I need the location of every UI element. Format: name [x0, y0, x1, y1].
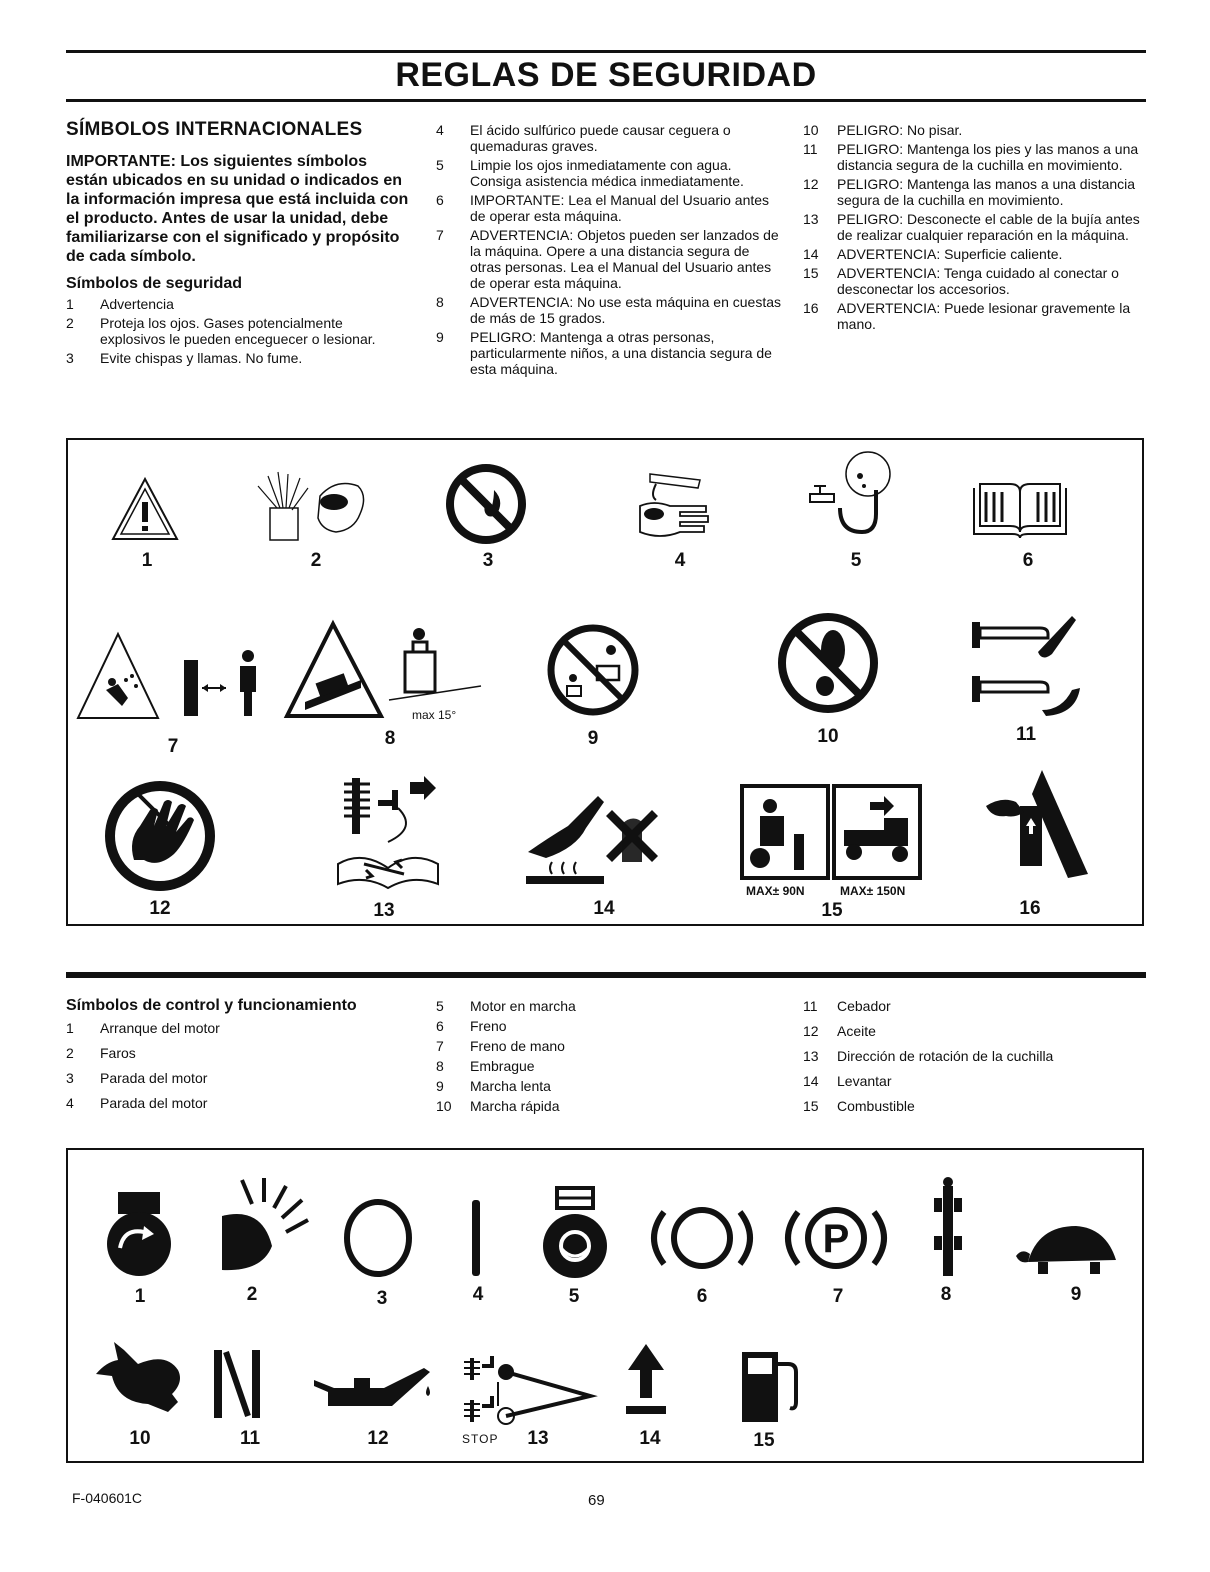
- hot-surface-icon: [522, 790, 672, 886]
- symbol-number: 4: [674, 550, 686, 571]
- list-item: 5 Motor en marcha: [436, 998, 576, 1014]
- list-item: 16 ADVERTENCIA: Puede lesionar gravemente la mano.: [803, 300, 1131, 332]
- symbol-number: 1: [141, 550, 153, 571]
- symbol-number: 5: [850, 550, 862, 571]
- symbol-number: 4: [472, 1284, 484, 1305]
- disconnect-spark-plug-icon: [330, 770, 450, 890]
- list-item: 2 Proteja los ojos. Gases potencialmente explosivos le pueden enceguecer o lesionar.: [66, 315, 376, 347]
- acid-burn-icon: [630, 464, 720, 548]
- list-item: 9 Marcha lenta: [436, 1078, 551, 1094]
- list-item: 1 Arranque del motor: [66, 1020, 220, 1036]
- attachment-force-icon: [740, 784, 922, 880]
- force-label-1: MAX± 90N: [746, 884, 805, 898]
- list-item: 13 Dirección de rotación de la cuchilla: [803, 1048, 1054, 1064]
- oil-can-icon: [310, 1360, 440, 1416]
- engine-stop-circle-icon: [340, 1196, 416, 1280]
- list-item: 10 PELIGRO: No pisar.: [803, 122, 963, 138]
- list-item: 6 IMPORTANTE: Lea el Manual del Usuario antes de operar esta máquina.: [436, 192, 770, 224]
- list-item: 6 Freno: [436, 1018, 507, 1034]
- hand-injury-icon: [982, 766, 1092, 886]
- list-item: 9 PELIGRO: Mantenga a otras personas, particularmente niños, a una distancia segura de esta máquina.: [436, 329, 772, 377]
- control-column-3: [803, 998, 1148, 1117]
- symbol-number: 2: [246, 1284, 258, 1305]
- symbol-number: 9: [587, 728, 599, 749]
- clutch-icon: [928, 1176, 968, 1282]
- list-item: 5 Limpie los ojos inmediatamente con agua. Consiga asistencia médica inmediatamente.: [436, 157, 744, 189]
- parking-letter: P: [822, 1217, 850, 1261]
- symbol-number: 5: [568, 1286, 580, 1307]
- list-item: 8 ADVERTENCIA: No use esta máquina en cuestas de más de 15 grados.: [436, 294, 782, 326]
- symbol-number: 8: [384, 728, 396, 749]
- brake-icon: [646, 1198, 758, 1278]
- symbol-number: 6: [696, 1286, 708, 1307]
- list-item: 12 PELIGRO: Mantenga las manos a una distancia segura de la cuchilla en movimiento.: [803, 176, 1136, 208]
- safety-symbols-heading: Símbolos de seguridad: [66, 275, 243, 292]
- turtle-slow-icon: [1014, 1222, 1122, 1280]
- symbol-number: 3: [482, 550, 494, 571]
- symbol-number: 16: [1019, 898, 1041, 919]
- safety-list-a: [66, 296, 411, 366]
- important-notice: IMPORTANTE: Los siguientes símbolos están ubicados en su unidad o indicados en la información impresa que está incluida con el producto. Antes de usar la unidad, debe familiarizarse con el significado y propósito de cada símbolo.: [66, 153, 409, 265]
- eye-protection-explosion-icon: [250, 470, 370, 544]
- list-item: 7 Freno de mano: [436, 1038, 565, 1054]
- symbol-number: 6: [1022, 550, 1034, 571]
- no-flame-icon: [444, 462, 528, 546]
- symbol-number: 3: [376, 1288, 388, 1309]
- warning-triangle-icon: [110, 476, 180, 542]
- fuel-pump-icon: [736, 1346, 800, 1426]
- intro-column: [66, 119, 411, 369]
- list-item: 13 PELIGRO: Desconecte el cable de la bujía antes de realizar cualquier reparación en la máquina.: [803, 211, 1140, 243]
- section-heading: SÍMBOLOS INTERNACIONALES: [66, 119, 363, 140]
- list-item: 15 Combustible: [803, 1098, 915, 1114]
- engine-start-icon: [104, 1190, 174, 1280]
- list-item: 3 Parada del motor: [66, 1070, 208, 1086]
- list-item: 4 Parada del motor: [66, 1095, 208, 1111]
- list-item: 2 Faros: [66, 1045, 136, 1061]
- list-item: 11 PELIGRO: Mantenga los pies y las manos a una distancia segura de la cuchilla en movimiento.: [803, 141, 1139, 173]
- symbol-number: 12: [367, 1428, 389, 1449]
- symbol-number: 2: [310, 550, 322, 571]
- engine-running-icon: [535, 1186, 615, 1282]
- no-step-icon: [775, 610, 881, 716]
- symbol-number: 10: [129, 1428, 151, 1449]
- thrown-objects-icon: [76, 630, 266, 722]
- safety-list-c: [803, 122, 1148, 332]
- lift-arrow-icon: [624, 1342, 668, 1418]
- blade-hand-foot-icon: [968, 606, 1088, 716]
- symbol-number: 13: [373, 900, 395, 921]
- keep-bystanders-away-icon: [545, 622, 641, 718]
- list-item: 14 ADVERTENCIA: Superficie caliente.: [803, 246, 1063, 262]
- stop-label: STOP: [462, 1432, 499, 1446]
- control-column-2: [436, 998, 776, 1117]
- page-number: 69: [588, 1492, 605, 1509]
- safety-list-b: [436, 122, 782, 377]
- control-column-1: [66, 998, 426, 1114]
- list-item: 14 Levantar: [803, 1073, 892, 1089]
- slope-limit-label: max 15°: [412, 708, 457, 722]
- force-label-2: MAX± 150N: [840, 884, 906, 898]
- rabbit-fast-icon: [94, 1340, 190, 1420]
- top-rule: [66, 50, 1146, 53]
- hand-blade-prohibited-icon: [104, 780, 216, 892]
- symbol-number: 13: [527, 1428, 549, 1449]
- symbol-number: 15: [753, 1430, 775, 1451]
- control-list-c: [803, 998, 1148, 1114]
- symbol-number: 12: [149, 898, 171, 919]
- headlights-icon: [212, 1176, 312, 1276]
- safety-column-2: [436, 122, 782, 380]
- list-item: 1 Advertencia: [66, 296, 174, 312]
- engine-stop-bar-icon: [466, 1198, 486, 1278]
- list-item: 12 Aceite: [803, 1023, 876, 1039]
- list-item: 10 Marcha rápida: [436, 1098, 560, 1114]
- list-item: 8 Embrague: [436, 1058, 535, 1074]
- title-rule: [66, 99, 1146, 102]
- symbol-number: 15: [821, 900, 843, 921]
- symbol-number: 11: [239, 1428, 261, 1449]
- control-list-b: [436, 998, 776, 1114]
- list-item: 4 El ácido sulfúrico puede causar ceguera o quemaduras graves.: [436, 122, 731, 154]
- control-list-a: [66, 1020, 426, 1111]
- choke-icon: [208, 1348, 266, 1420]
- safety-column-3: [803, 122, 1148, 335]
- symbol-number: 9: [1070, 1284, 1082, 1305]
- eye-wash-icon: [800, 448, 910, 544]
- parking-brake-icon: [780, 1196, 892, 1280]
- symbol-number: 14: [639, 1428, 661, 1449]
- list-item: 3 Evite chispas y llamas. No fume.: [66, 350, 303, 366]
- symbol-number: 14: [593, 898, 615, 919]
- symbol-number: 11: [1015, 724, 1037, 745]
- blade-rotation-icon: [458, 1344, 598, 1434]
- list-item: 7 ADVERTENCIA: Objetos pueden ser lanzados de la máquina. Opere a una distancia segura de otras personas. Lea el Manual del Usuario antes de operar esta máquina.: [436, 227, 779, 291]
- control-symbols-heading: Símbolos de control y funcionamiento: [66, 997, 357, 1014]
- list-item: 11 Cebador: [803, 998, 891, 1014]
- document-code: F-040601C: [72, 1490, 143, 1506]
- symbol-number: 1: [134, 1286, 146, 1307]
- section-rule: [66, 972, 1146, 978]
- list-item: 15 ADVERTENCIA: Tenga cuidado al conectar o desconectar los accesorios.: [803, 265, 1119, 297]
- symbol-number: 8: [940, 1284, 952, 1305]
- page-title: REGLAS DE SEGURIDAD: [395, 56, 817, 94]
- symbol-number: 7: [167, 736, 179, 757]
- symbol-number: 7: [832, 1286, 844, 1307]
- manual-book-icon: [968, 480, 1072, 538]
- symbol-number: 10: [817, 726, 839, 747]
